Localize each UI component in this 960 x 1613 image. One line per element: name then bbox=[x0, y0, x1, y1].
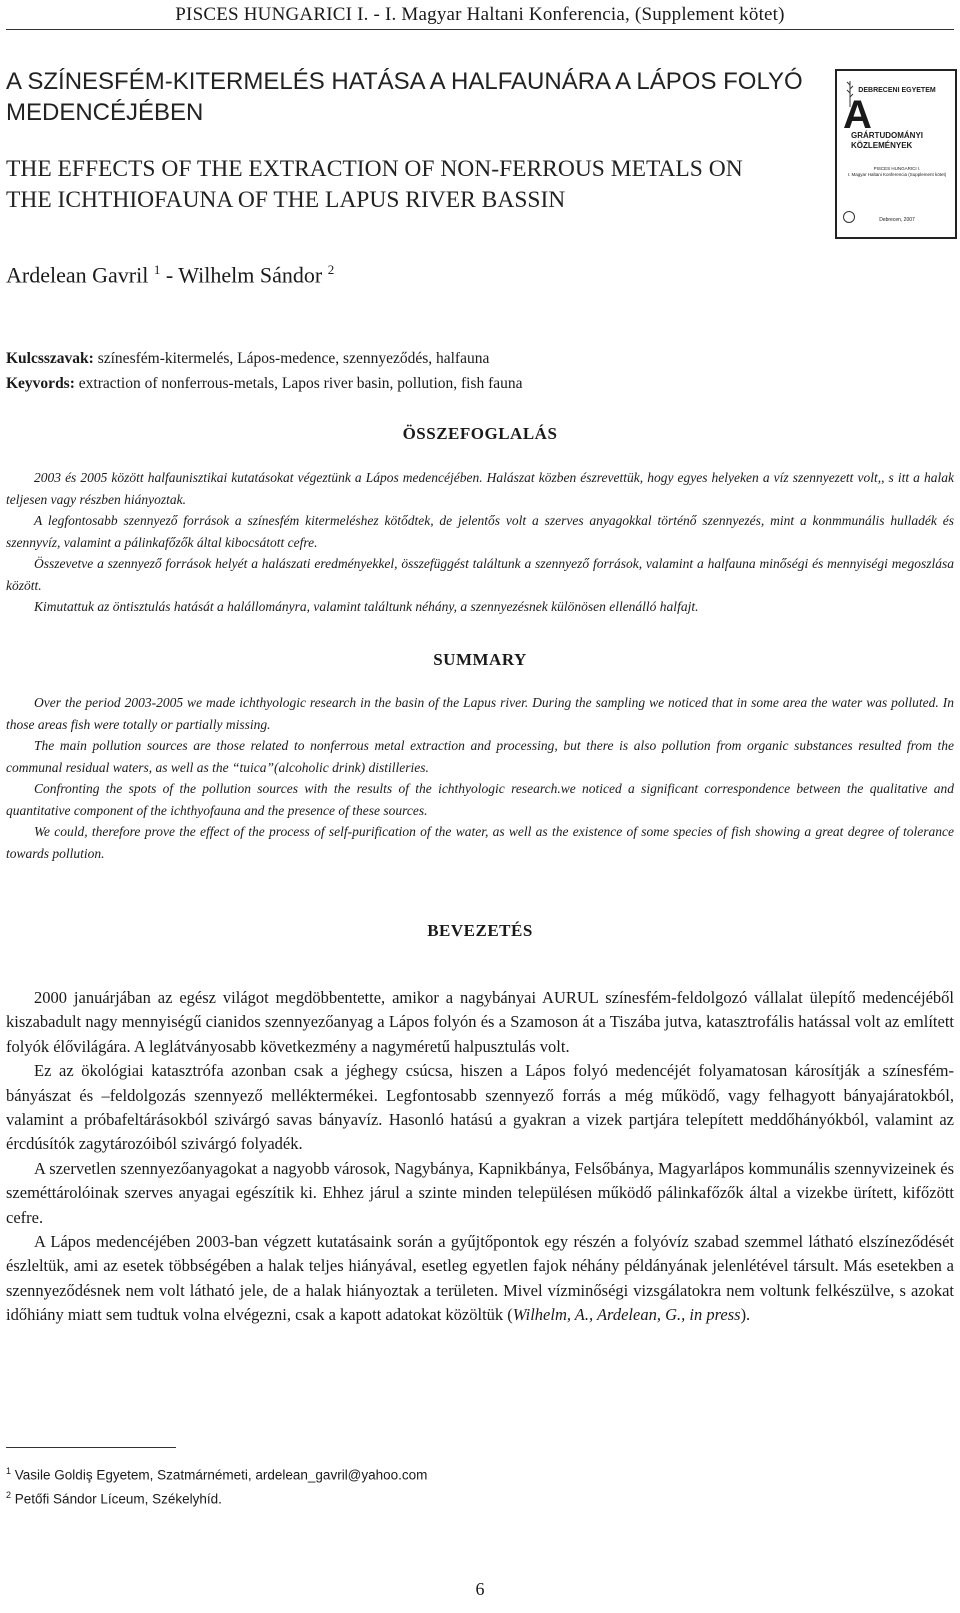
authors-line bbox=[6, 262, 334, 288]
intro-paragraph: Ez az ökológiai katasztrófa azonban csak a jéghegy csúcsa, hiszen a Lápos folyó medencéjét folyamatosan károsítják a színesfém-bányászat és –feldolgozás szennyező melléktermékei. Legfontosabb szennyező forrás a még működő, vagy felhagyott bányajáratokból, valamint a próbafeltárásokból szivárgó savas bányavíz. Hasonló hatású a gyakran a vizek partjára telepített meddőhányókból, valamint az ércdúsítók zagytározóiból szivárgó folyadék. bbox=[6, 1061, 954, 1154]
journal-cover-thumbnail bbox=[835, 69, 957, 239]
summary-paragraph: Confronting the spots of the pollution sources with the results of the ichthyologic research.we noticed a significant correspondence between the qualitative and quantitative component of the ichthyofauna and the presence of these sources. bbox=[6, 781, 954, 818]
title-hungarian: A SZÍNESFÉM-KITERMELÉS HATÁSA A HALFAUNÁRA A LÁPOS FOLYÓ MEDENCÉJÉBEN bbox=[6, 68, 803, 126]
intro-heading: BEVEZETÉS bbox=[427, 921, 533, 940]
title-english: THE EFFECTS OF THE EXTRACTION OF NON-FERROUS METALS ON THE ICHTHIOFAUNA OF THE LAPUS RIVER BASSIN bbox=[6, 156, 743, 213]
keywords-hungarian bbox=[6, 350, 489, 368]
cover-big-letter: A bbox=[843, 93, 872, 137]
author-separator: - bbox=[160, 262, 179, 288]
footnote-1-text: Vasile Goldiş Egyetem, Szatmárnémeti, ardelean_gavril@yahoo.com bbox=[14, 1467, 428, 1483]
summary-paragraph: The main pollution sources are those related to nonferrous metal extraction and processing, but there is also pollution from organic substances resulted from the communal residual waters, as well as the “tuica”(alcoholic drink) distilleries. bbox=[6, 738, 954, 775]
author-2: Wilhelm Sándor bbox=[178, 262, 323, 288]
cover-series bbox=[847, 166, 947, 178]
intro-p4-text: A Lápos medencéjében 2003-ban végzett kutatásaink során a gyűjtőpontok egy részén a folyóvíz szabad szemmel látható elszíneződését észleltük, ami az esetek többségében a halak teljes hiányával, esetleg egyetlen fajok néhány példányának jelenlétével társult. Más esetekben a szennyeződésnek nem volt látható jele, de a halak hiányoztak a területen. Mivel vízminőségi vizsgálatokra nem voltunk felkészülve, s azokat időhiány miatt sem tudtuk volna elvégezni, csak a kapott adatokat közöltük ( bbox=[6, 1232, 954, 1325]
cover-conference: I. Magyar Haltani Konferencia (Supplement kötet) bbox=[847, 172, 947, 177]
footnote-2-mark: 2 bbox=[6, 1490, 12, 1500]
citation: Wilhelm, A., Ardelean, G., in press bbox=[512, 1305, 741, 1325]
running-header: PISCES HUNGARICI I. - I. Magyar Haltani Konferencia, (Supplement kötet) bbox=[175, 4, 785, 25]
intro-paragraph: A szervetlen szennyezőanyagokat a nagyobb városok, Nagybánya, Kapnikbánya, Felsőbánya, Magyarlápos kommunális szennyvizeinek és szeméttárolóinak szerves anyagai egészítik ki. Ehhez járul a szinte minden településen működő pálinkafőzők által a vizekbe ürített, kifőzött cefre. bbox=[6, 1158, 954, 1227]
abstract-hu-paragraph: Összevetve a szennyező források helyét a halászati eredményekkel, összefüggést találtunk a szennyező források, valamint a halfauna minőségi és mennyiségi megoszlása között. bbox=[6, 556, 954, 593]
keywords-hu-text: színesfém-kitermelés, Lápos-medence, szennyeződés, halfauna bbox=[97, 350, 490, 367]
abstract-hu-paragraph: Kimutattuk az öntisztulás hatását a halállományra, valamint találtunk néhány, a szennyezésnek különösen ellenálló halfajt. bbox=[34, 599, 699, 614]
cover-place-date: Debrecen, 2007 bbox=[879, 217, 915, 223]
cover-series-title: PISCES HUNGARICI I. bbox=[873, 166, 921, 171]
summary-heading: SUMMARY bbox=[433, 650, 527, 669]
summary-paragraph: Over the period 2003-2005 we made ichthyologic research in the basin of the Lapus river. During the sampling we noticed that in some area the water was polluted. In those areas fish were totally or partially missing. bbox=[6, 695, 954, 732]
footnote-1 bbox=[6, 1466, 427, 1483]
summary-paragraph: We could, therefore prove the effect of the process of self-purification of the water, as well as the existence of some species of fish showing a great degree of tolerance towards pollution. bbox=[6, 824, 954, 861]
abstract-hu-paragraph: 2003 és 2005 között halfaunisztikai kutatásokat végeztünk a Lápos medencéjében. Halászat közben észrevettük, hogy egyes helyeken a víz szennyezett volt,, s itt a halak teljesen vagy részben hiányoztak. bbox=[6, 470, 954, 507]
author-1-affiliation-mark: 1 bbox=[153, 262, 161, 277]
keywords-hu-label: Kulcsszavak: bbox=[6, 350, 94, 367]
footnote-rule bbox=[6, 1447, 176, 1448]
intro-paragraph bbox=[6, 1230, 954, 1328]
abstract-hu-paragraph: A legfontosabb szennyező források a színesfém kitermeléshez kötődtek, de jelentős volt a szerves anyagokkal történő szennyezés, mint a konmmunális hulladék és szennyvíz, valamint a pálinkafőzők által kibocsátott cefre. bbox=[6, 513, 954, 550]
intro-body bbox=[6, 986, 954, 1328]
footnote-2-text: Petőfi Sándor Líceum, Székelyhíd. bbox=[14, 1491, 222, 1507]
header-rule bbox=[6, 29, 954, 30]
author-2-affiliation-mark: 2 bbox=[327, 262, 335, 277]
keywords-english bbox=[6, 375, 523, 393]
footnote-2 bbox=[6, 1490, 222, 1507]
cover-journal-title: GRÁRTUDOMÁNYI KÖZLEMÉNYEK bbox=[851, 131, 923, 150]
abstract-hungarian bbox=[6, 467, 954, 618]
keywords-en-text: extraction of nonferrous-metals, Lapos river basin, pollution, fish fauna bbox=[78, 375, 523, 392]
intro-paragraph: 2000 januárjában az egész világot megdöbbentette, amikor a nagybányai AURUL színesfém-feldolgozó vállalat ülepítő medencéjéből kiszabadult nagy mennyiségű cianidos szennyezőanyag a Lápos folyón és a Szamoson át a Tiszába jutva, katasztrofális hatással volt az említett folyók élővilágára. A leglátványosabb következmény a nagyméretű halpusztulás volt. bbox=[6, 988, 954, 1056]
keywords-en-label: Keyvords: bbox=[6, 375, 75, 392]
author-1: Ardelean Gavril bbox=[6, 262, 149, 288]
summary-english bbox=[6, 692, 954, 864]
abstract-hu-heading: ÖSSZEFOGLALÁS bbox=[402, 424, 558, 443]
cover-university: DEBRECENI EGYETEM bbox=[858, 87, 936, 94]
page-number: 6 bbox=[475, 1579, 485, 1599]
intro-p4-end: ). bbox=[740, 1305, 751, 1325]
footnote-1-mark: 1 bbox=[6, 1466, 12, 1476]
